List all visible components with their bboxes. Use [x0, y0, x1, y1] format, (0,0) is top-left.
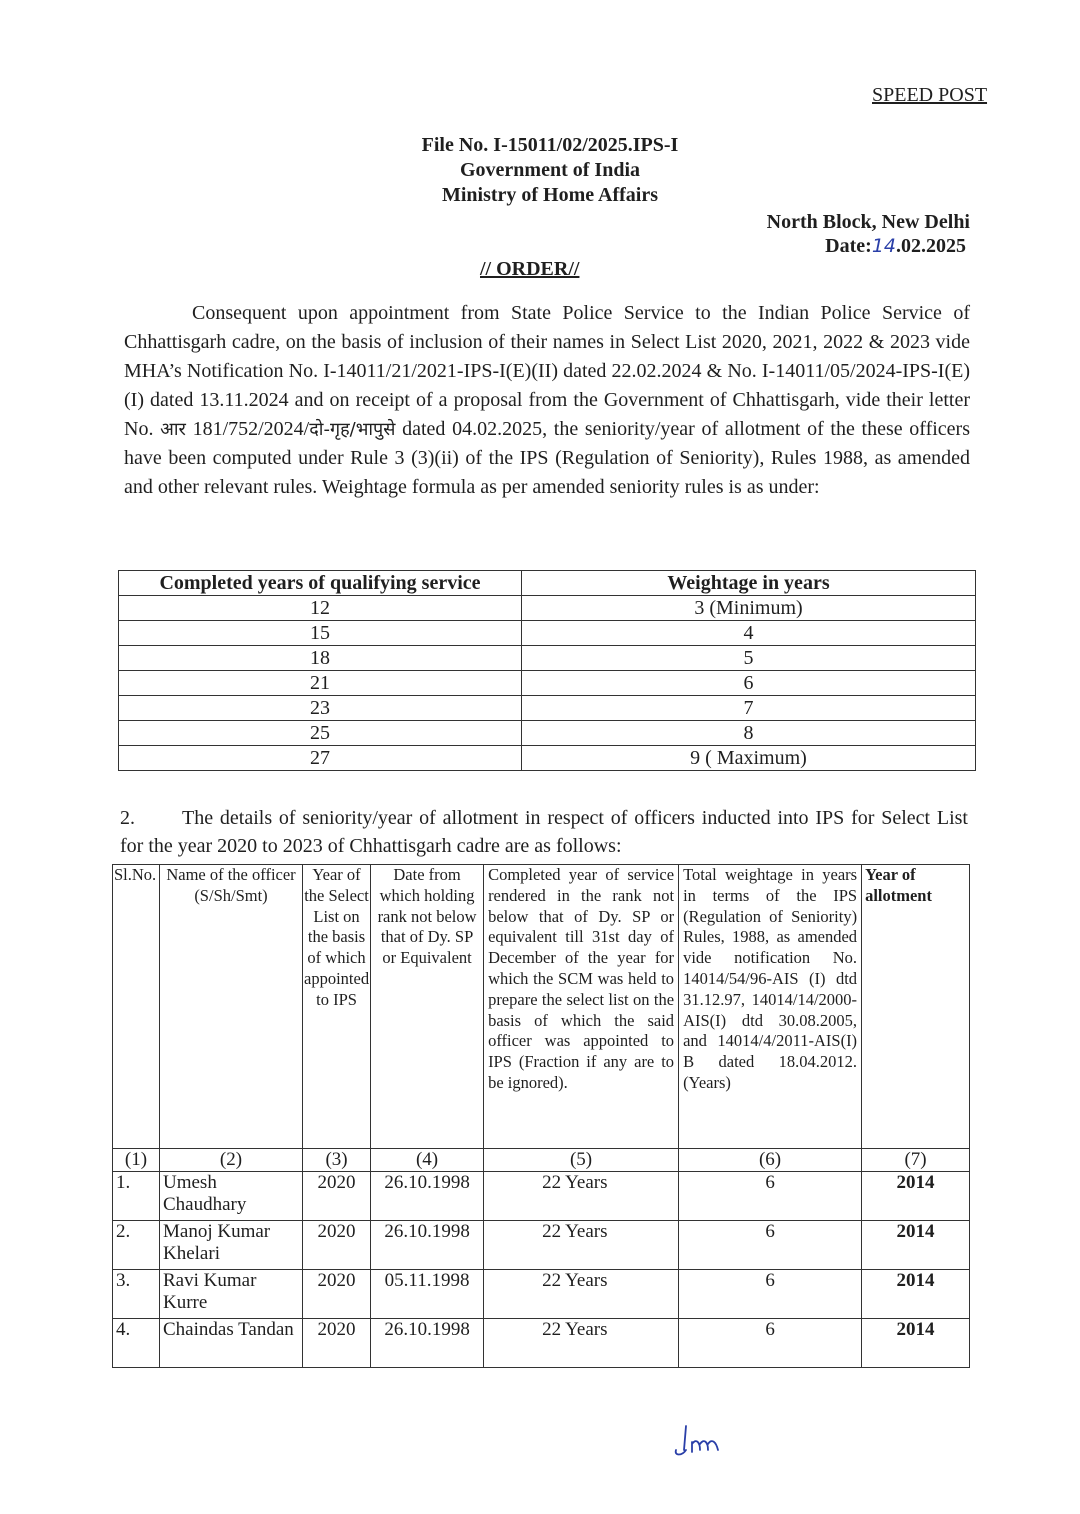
header-sl-no: Sl.No. — [113, 865, 160, 1149]
weightage-row — [119, 696, 976, 721]
completed-service: 22 Years — [484, 1270, 679, 1319]
paragraph-1-text-2: dated 04.02.2025, the seniority/year of allotment of the these officers have been computed under Rule 3 (3)(ii) of the IPS (Regulation of Seniority), Rules 1988, as amended and other relevant rules. Weightage formula as per amended seniority rules is as under: — [124, 418, 970, 498]
header-completed-service-text: Completed year of service rendered in the rank not below that of Dy. SP or equivalent till 31st day of December of the year for which the SCM was held to prepare the select list on the basis of which the said officer was appointed to IPS (Fraction if any are to be ignored). — [488, 865, 675, 1092]
header-officer-name: Name of the officer (S/Sh/Smt) — [160, 865, 303, 1149]
paragraph-1-text: Consequent upon appointment from State Police Service to the Indian Police Service of Chhattisgarh cadre, on the basis of inclusion of their names in Select List 2020, 2021, 2022 & 2023 vide MHA’s Notification No. I-14011/21/2021-IPS-I(E)(II) dated 22.02.2024 & No. I-14011/05/2024-IPS-I(E)(I) dated 13.11.2024 and on receipt of a proposal from the Government of Chhattisgarh, vide their letter No. — [124, 302, 970, 440]
order-date — [700, 235, 966, 258]
qualifying-years: 27 — [119, 746, 522, 771]
total-weightage: 6 — [679, 1319, 862, 1368]
date-from: 26.10.1998 — [371, 1172, 484, 1221]
select-list-year: 2020 — [303, 1221, 371, 1270]
column-number: (3) — [303, 1149, 371, 1172]
date-label: Date: — [825, 235, 872, 257]
completed-service: 22 Years — [484, 1319, 679, 1368]
column-number: (6) — [679, 1149, 862, 1172]
officer-name: Chaindas Tandan — [160, 1319, 303, 1368]
paragraph-number: 2. — [120, 807, 135, 829]
header-date-from: Date from which holding rank not below that of Dy. SP or Equivalent — [371, 865, 484, 1149]
table-row — [113, 1270, 970, 1319]
handwritten-day: 14 — [871, 235, 896, 257]
paragraph-2 — [120, 804, 968, 860]
weightage-years: 5 — [522, 646, 976, 671]
total-weightage: 6 — [679, 1221, 862, 1270]
year-of-allotment: 2014 — [862, 1172, 970, 1221]
column-number: (5) — [484, 1149, 679, 1172]
weightage-row — [119, 621, 976, 646]
paragraph-1 — [124, 299, 970, 502]
weightage-row — [119, 646, 976, 671]
qualifying-years: 21 — [119, 671, 522, 696]
header-completed-service — [484, 865, 679, 1149]
officer-name: Ravi Kumar Kurre — [160, 1270, 303, 1319]
qualifying-years: 15 — [119, 621, 522, 646]
header-year-of-allotment: Year of allotment — [862, 865, 970, 1149]
column-number: (1) — [113, 1149, 160, 1172]
year-of-allotment: 2014 — [862, 1270, 970, 1319]
select-list-year: 2020 — [303, 1270, 371, 1319]
column-number: (2) — [160, 1149, 303, 1172]
dispatch-mode: SPEED POST — [872, 84, 988, 106]
order-title: // ORDER// — [480, 258, 580, 280]
completed-service: 22 Years — [484, 1221, 679, 1270]
sl-no: 2. — [113, 1221, 160, 1270]
weightage-row — [119, 746, 976, 771]
date-from: 05.11.1998 — [371, 1270, 484, 1319]
weightage-row — [119, 671, 976, 696]
weightage-row — [119, 596, 976, 621]
header-qualifying-service: Completed years of qualifying service — [119, 571, 522, 596]
paragraph-2-text: The details of seniority/year of allotment in respect of officers inducted into IPS for Select List for the year 2020 to 2023 of Chhattisgarh cadre are as follows: — [120, 807, 968, 857]
file-number: File No. I-15011/02/2025.IPS-I — [421, 134, 679, 156]
officer-name: Manoj Kumar Khelari — [160, 1221, 303, 1270]
header-select-list-year: Year of the Select List on the basis of which appointed to IPS — [303, 865, 371, 1149]
table-row — [113, 1221, 970, 1270]
total-weightage: 6 — [679, 1172, 862, 1221]
hindi-ref-prefix: आर — [160, 419, 186, 440]
sl-no: 1. — [113, 1172, 160, 1221]
completed-service: 22 Years — [484, 1172, 679, 1221]
officers-header-row — [113, 865, 970, 1149]
select-list-year: 2020 — [303, 1172, 371, 1221]
weightage-header-row — [119, 571, 976, 596]
signature-initials-icon — [672, 1420, 732, 1460]
year-of-allotment: 2014 — [862, 1221, 970, 1270]
officers-table — [112, 864, 970, 1368]
total-weightage: 6 — [679, 1270, 862, 1319]
weightage-years: 3 (Minimum) — [522, 596, 976, 621]
qualifying-years: 12 — [119, 596, 522, 621]
weightage-years: 4 — [522, 621, 976, 646]
date-rest: .02.2025 — [896, 235, 966, 257]
sl-no: 3. — [113, 1270, 160, 1319]
weightage-row — [119, 721, 976, 746]
table-row — [113, 1172, 970, 1221]
ref-number: 181/752/2024/ — [185, 418, 310, 440]
date-from: 26.10.1998 — [371, 1319, 484, 1368]
weightage-table — [118, 570, 976, 771]
table-row — [113, 1319, 970, 1368]
date-from: 26.10.1998 — [371, 1221, 484, 1270]
qualifying-years: 18 — [119, 646, 522, 671]
letter-head — [360, 133, 740, 208]
year-of-allotment: 2014 — [862, 1319, 970, 1368]
place: North Block, New Delhi — [766, 211, 970, 233]
officer-name: Umesh Chaudhary — [160, 1172, 303, 1221]
column-number-row — [113, 1149, 970, 1172]
select-list-year: 2020 — [303, 1319, 371, 1368]
ministry-name: Ministry of Home Affairs — [441, 184, 659, 206]
column-number: (4) — [371, 1149, 484, 1172]
weightage-years: 6 — [522, 671, 976, 696]
header-total-weightage: Total weightage in years in terms of the IPS (Regulation of Seniority) Rules, 1988, as amended vide notification No. 14014/54/96-AIS (I) dtd 31.12.97, 14014/14/2000-AIS(I) dtd 30.08.2005, and 14014/4/2011-AIS(I) B dated 18.04.2012. (Years) — [679, 865, 862, 1149]
qualifying-years: 23 — [119, 696, 522, 721]
government-name: Government of India — [460, 159, 640, 181]
column-number: (7) — [862, 1149, 970, 1172]
weightage-years: 8 — [522, 721, 976, 746]
weightage-years: 9 ( Maximum) — [522, 746, 976, 771]
qualifying-years: 25 — [119, 721, 522, 746]
hindi-ref-suffix: दो-गृह/भापुसे — [309, 419, 396, 440]
header-weightage: Weightage in years — [522, 571, 976, 596]
sl-no: 4. — [113, 1319, 160, 1368]
weightage-years: 7 — [522, 696, 976, 721]
